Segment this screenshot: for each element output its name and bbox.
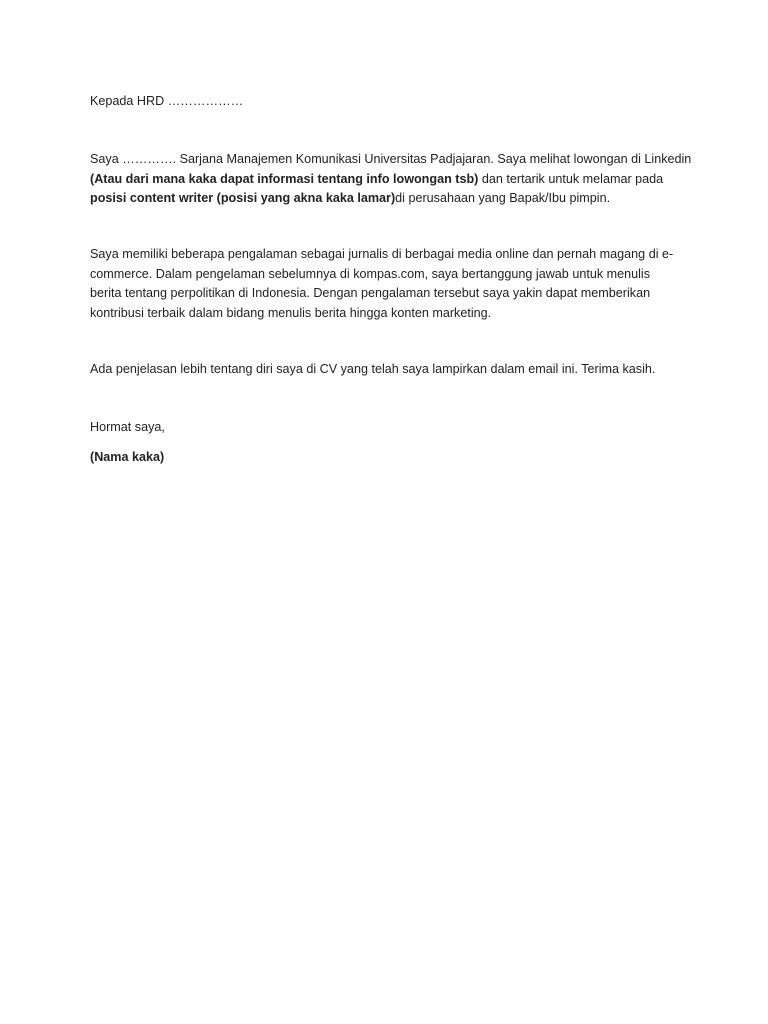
source-note-bold: (Atau dari mana kaka dapat informasi tentang info lowongan tsb) (90, 171, 479, 186)
paragraph-introduction-line-3-rest: di perusahaan yang Bapak/Ibu pimpin. (395, 191, 611, 205)
paragraph-cv-reference (90, 360, 690, 380)
paragraph-experience-line-4: kontribusi terbaik dalam bidang menulis berita hingga konten marketing. (90, 305, 492, 320)
paragraph-introduction-line-2 (90, 170, 690, 190)
paragraph-experience (90, 245, 690, 323)
paragraph-introduction (90, 150, 690, 209)
closing-text: Hormat saya, (90, 420, 165, 434)
signature-text: (Nama kaka) (90, 450, 165, 464)
paragraph-introduction-line-1: Saya …………. Sarjana Manajemen Komunikasi Universitas Padjajaran. Saya melihat lowongan di Linkedin (90, 152, 692, 166)
position-note-bold: posisi content writer (posisi yang akna kaka lamar) (90, 191, 396, 205)
paragraph-cv-reference-text: Ada penjelasan lebih tentang diri saya di CV yang telah saya lampirkan dalam email ini. Terima kasih. (90, 362, 656, 376)
closing-line (90, 418, 690, 438)
paragraph-experience-line-3: berita tentang perpolitikan di Indonesia. Dengan pengalaman tersebut saya yakin dapat memberikan (90, 286, 651, 300)
greeting-text: Kepada HRD ……………… (90, 94, 244, 108)
greeting-line (90, 92, 690, 112)
paragraph-introduction-line-2-rest: dan tertarik untuk melamar pada (478, 171, 664, 186)
paragraph-experience-line-1: Saya memiliki beberapa pengalaman sebagai jurnalis di berbagai media online dan pernah magang di e- (90, 247, 674, 261)
paragraph-experience-line-2: commerce. Dalam pengelaman sebelumnya di kompas.com, saya bertanggung jawab untuk menulis (90, 266, 651, 281)
signature-line (90, 448, 690, 468)
paragraph-introduction-line-3 (90, 189, 690, 209)
